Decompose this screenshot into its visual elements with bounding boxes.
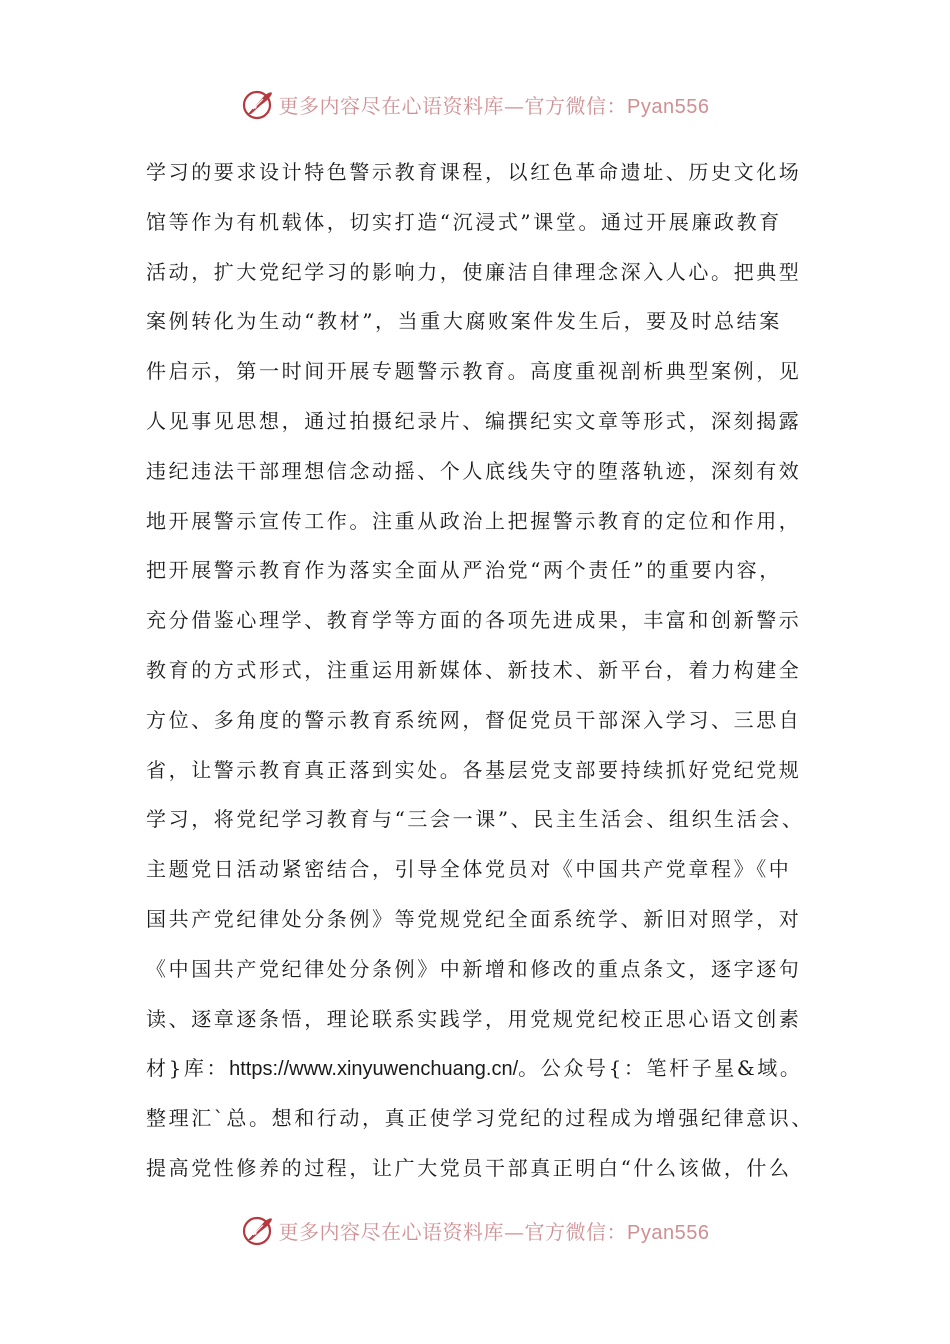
text-line: 充分借鉴心理学、教育学等方面的各项先进成果，丰富和创新警示 — [146, 608, 802, 633]
text-line: 整理汇`总。想和行动，真正使学习党纪的过程成为增强纪律意识、 — [146, 1106, 814, 1131]
text-line: 《中国共产党纪律处分条例》中新增和修改的重点条文，逐字逐句 — [146, 956, 802, 981]
text-line: 学习的要求设计特色警示教育课程，以红色革命遗址、历史文化场 — [146, 160, 802, 184]
footer-wechat-handle: Pyan556 — [627, 1221, 710, 1244]
text-line: 件启示，第一时间开展专题警示教育。高度重视剖析典型案例，见 — [146, 359, 802, 384]
text-line: 把开展警示教育作为落实全面从严治党“两个责任”的重要内容， — [146, 558, 782, 583]
text-line: 教育的方式形式，注重运用新媒体、新技术、新平台，着力构建全 — [146, 657, 802, 682]
text-line: 国共产党纪律处分条例》等党规党纪全面系统学、新旧对照学，对 — [146, 906, 802, 931]
text-line: 案例转化为生动“教材”，当重大腐败案件发生后，要及时总结案 — [146, 309, 782, 334]
header-wechat-handle: Pyan556 — [627, 95, 710, 118]
document-body — [146, 148, 836, 1194]
text-line-with-url — [146, 1044, 836, 1094]
footer-banner-text: 更多内容尽在心语资料库—官方微信：Pyan556 — [278, 1219, 710, 1244]
header-banner-text: 更多内容尽在心语资料库—官方微信：Pyan556 — [278, 93, 710, 118]
text-line: 提高党性修养的过程，让广大党员干部真正明白“什么该做，什么 — [146, 1155, 792, 1180]
text-line: 违纪违法干部理想信念动摇、个人底线失守的堕落轨迹，深刻有效 — [146, 458, 802, 483]
text-line: 方位、多角度的警示教育系统网，督促党员干部深入学习、三思自 — [146, 707, 802, 732]
footer-banner — [0, 1210, 950, 1250]
text-line: 馆等作为有机载体，切实打造“沉浸式”课堂。通过开展廉政教育 — [146, 209, 782, 234]
quill-logo-icon — [241, 1213, 275, 1247]
text-line: 学习，将党纪学习教育与“三会一课”、民主生活会、组织生活会、 — [146, 807, 805, 832]
url-suffix: 。公众号{：笔杆子星&域。 — [518, 1056, 803, 1081]
url-prefix: 材}库： — [146, 1056, 230, 1081]
text-line: 地开展警示宣传工作。注重从政治上把握警示教育的定位和作用， — [146, 508, 802, 533]
quill-logo-icon — [241, 87, 275, 121]
text-line: 读、逐章逐条悟，理论联系实践学，用党规党纪校正思心语文创素 — [146, 1006, 802, 1031]
header-banner — [0, 84, 950, 124]
text-line: 省，让警示教育真正落到实处。各基层党支部要持续抓好党纪党规 — [146, 757, 802, 782]
text-line: 活动，扩大党纪学习的影响力，使廉洁自律理念深入人心。把典型 — [146, 259, 802, 284]
text-line: 人见事见思想，通过拍摄纪录片、编撰纪实文章等形式，深刻揭露 — [146, 408, 802, 433]
text-line: 主题党日活动紧密结合，引导全体党员对《中国共产党章程》《中 — [146, 857, 792, 882]
website-link[interactable]: https://www.xinyuwenchuang.cn/ — [229, 1058, 519, 1081]
